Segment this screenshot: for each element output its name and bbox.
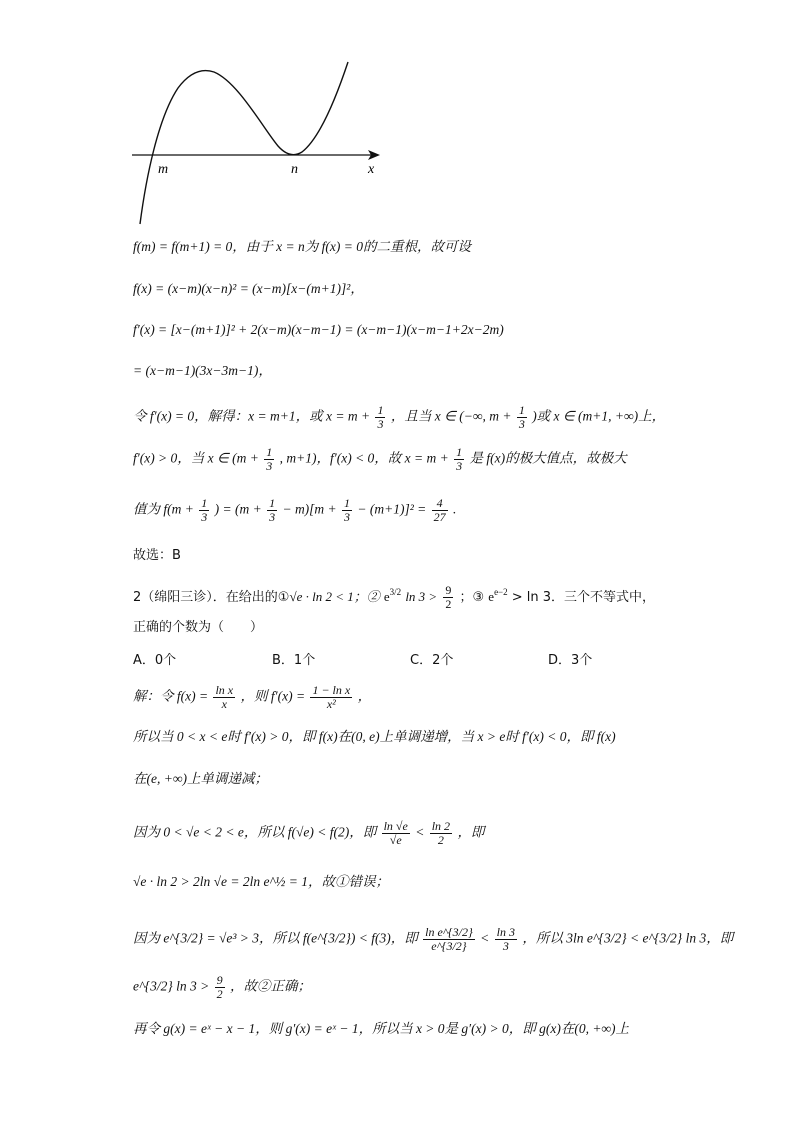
q2-stem-a: 2（绵阳三诊）．在给出的①	[133, 590, 290, 605]
s1-part-a: 解：令 f(x) =	[133, 688, 209, 704]
fraction-ln-sqrt-e: $\frac{\ln √e}{√e}$	[383, 819, 408, 847]
l5-part-c: )或 x ∈ (m+1, +∞)上，	[532, 408, 666, 424]
question2-stem-line2: 正确的个数为（ ）	[133, 620, 264, 635]
solution2-line2: 所以当 0 < x < e时 f′(x) > 0，即 f(x)在(0, e)上单调递增，当 x > e时 f′(x) < 0，即 f(x)	[133, 729, 616, 744]
label-x: x	[368, 162, 375, 177]
solution2-line7	[133, 974, 311, 1001]
fraction-derivative: $\frac{\text{1 − ln x}}{\text{x²}}$	[312, 683, 351, 711]
fraction-ln-e32: $\frac{\text{ln e\textasciicircum{}\{3/2\}}}{e\^{}\{3/2\}}$	[425, 925, 473, 953]
option-b: B．1个	[272, 653, 316, 668]
q2-stem-f-sup: e−2	[494, 587, 508, 597]
l6-part-c: 是 f(x)的极大值点，故极大	[469, 450, 627, 466]
label-n: n	[291, 162, 298, 177]
s4-part-c: ，即	[457, 824, 485, 840]
option-a: A．0个	[133, 653, 177, 668]
q2-stem-c-sup: 3/2	[389, 587, 402, 597]
s1-part-b: ，则 f′(x) =	[240, 688, 306, 704]
cubic-curve	[140, 62, 348, 224]
fraction-one-third: $\frac{1}{3}$	[266, 445, 273, 473]
fraction-one-third: $\frac{1}{3}$	[269, 496, 276, 524]
l5-part-a: 令 f′(x) = 0，解得：x = m+1，或 x = m +	[133, 408, 371, 424]
s6-part-a: 因为 e^{3/2} = √e³ > 3，所以 f(e^{3/2}) < f(3)，即	[133, 930, 418, 946]
fraction-lnx-over-x: $\frac{\text{ln x}}{x}$	[215, 683, 234, 711]
s7-part-b: ，故②正确；	[229, 978, 311, 994]
solution2-line6	[133, 926, 733, 953]
q2-stem-f: e	[488, 589, 495, 604]
solution1-line7	[133, 497, 456, 524]
l6-part-a: f′(x) > 0，当 x ∈ (m +	[133, 450, 259, 466]
solution1-line1: f(m) = f(m+1) = 0，由于 x = n为 f(x) = 0的二重根，故可设	[133, 239, 472, 254]
solution1-line5	[133, 404, 665, 431]
solution2-line3: 在(e, +∞)上单调递减；	[133, 771, 268, 786]
solution1-line4: = (x−m−1)(3x−3m−1)，	[133, 363, 272, 378]
solution2-line4	[133, 820, 484, 847]
q2-stem-b: √e · ln 2 < 1；②	[289, 589, 380, 604]
solution1-line2: f(x) = (x−m)(x−n)² = (x−m)[x−(m+1)]²，	[133, 281, 364, 296]
s6-part-c: ，所以 3ln e^{3/2} < e^{3/2} ln 3，即	[522, 930, 734, 946]
fraction-one-third: $\frac{1}{3}$	[201, 496, 208, 524]
option-c: C．2个	[410, 653, 454, 668]
solution1-line3: f′(x) = [x−(m+1)]² + 2(x−m)(x−m−1) = (x−m−1)(x−m−1+2x−2m)	[133, 322, 504, 337]
l5-part-b: ，且当 x ∈ (−∞, m +	[390, 408, 512, 424]
l7-part-b: ) = (m +	[214, 501, 262, 517]
fraction-four-27ths: $\frac{4}{27}$	[433, 496, 446, 524]
fraction-ln3-over-3: $\frac{\ln 3}{3}$	[496, 925, 515, 953]
q2-stem-g: > ln 3．三个不等式中，	[511, 590, 656, 605]
q2-stem-e: ；③	[459, 590, 485, 605]
fraction-nine-halves: $\frac{9}{2}$	[216, 973, 223, 1001]
fraction-nine-halves: $\frac{9}{2}$	[445, 583, 452, 611]
fraction-one-third: $\frac{1}{3}$	[456, 445, 463, 473]
cubic-graph	[128, 58, 388, 228]
l7-part-c: − m)[m +	[282, 501, 337, 517]
fraction-one-third: $\frac{1}{3}$	[518, 403, 525, 431]
s6-part-b: <	[480, 930, 490, 946]
label-m: m	[158, 162, 169, 177]
solution1-line6	[133, 446, 627, 473]
fraction-ln2-over-2: $\frac{\ln 2}{2}$	[431, 819, 451, 847]
solution2-line5: √e · ln 2 > 2ln √e = 2ln e^½ = 1，故①错误；	[133, 874, 389, 889]
l7-part-e: .	[453, 501, 457, 517]
s7-part-a: e^{3/2} ln 3 >	[133, 978, 210, 994]
l7-part-a: 值为 f(m +	[133, 501, 194, 517]
l6-part-b: , m+1)，f′(x) < 0，故 x = m +	[279, 450, 449, 466]
fraction-one-third: $\frac{1}{3}$	[377, 403, 384, 431]
q2-stem-c: e	[383, 589, 390, 604]
question2-stem	[133, 582, 655, 611]
l7-part-d: − (m+1)]² =	[357, 501, 427, 517]
s1-part-c: ，	[357, 688, 372, 704]
fraction-one-third: $\frac{1}{3}$	[344, 496, 351, 524]
s4-part-b: <	[415, 824, 425, 840]
answer-1: 故选：B	[133, 548, 181, 563]
solution2-line1	[133, 684, 371, 711]
solution2-line8: 再令 g(x) = eˣ − x − 1，则 g′(x) = eˣ − 1，所以当 x > 0是 g′(x) > 0，即 g(x)在(0, +∞)上	[133, 1021, 630, 1036]
option-d: D．3个	[548, 653, 593, 668]
q2-stem-d: ln 3 >	[405, 589, 438, 604]
s4-part-a: 因为 0 < √e < 2 < e，所以 f(√e) < f(2)，即	[133, 824, 377, 840]
